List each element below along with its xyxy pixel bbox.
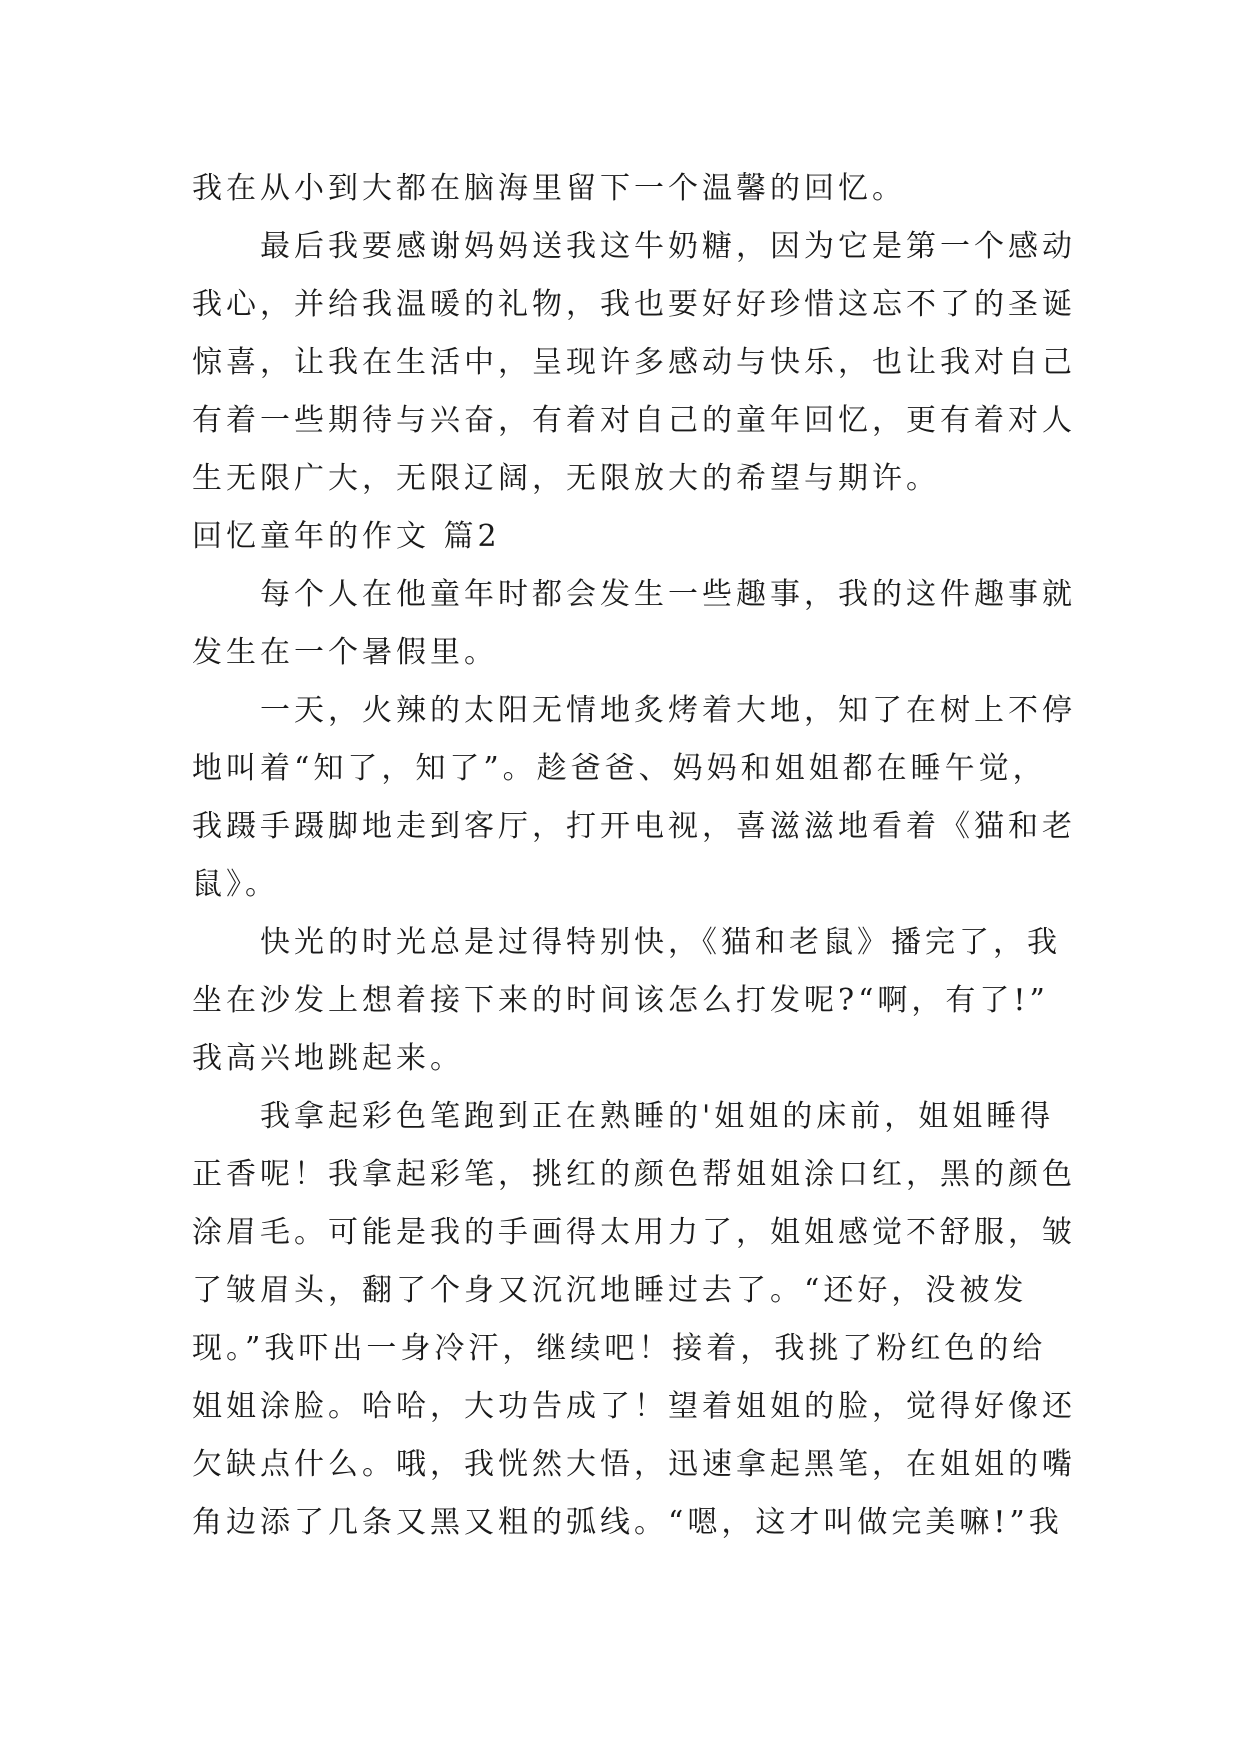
section-heading: 回忆童年的作文 篇2	[192, 519, 501, 554]
text-line: 我在从小到大都在脑海里留下一个温馨的回忆。	[192, 171, 906, 206]
text-line: 每个人在他童年时都会发生一些趣事，我的这件趣事就	[260, 577, 1076, 612]
text-line: 惊喜，让我在生活中，呈现许多感动与快乐，也让我对自己	[192, 345, 1076, 380]
text-line: 发生在一个暑假里。	[192, 635, 498, 670]
text-line: 姐姐涂脸。哈哈，大功告成了！望着姐姐的脸，觉得好像还	[192, 1389, 1076, 1424]
text-line: 一天，火辣的太阳无情地炙烤着大地，知了在树上不停	[260, 693, 1076, 728]
text-line: 地叫着“知了，知了”。趁爸爸、妈妈和姐姐都在睡午觉，	[192, 751, 1047, 786]
text-line: 我高兴地跳起来。	[192, 1041, 464, 1076]
text-line: 正香呢！我拿起彩笔，挑红的颜色帮姐姐涂口红，黑的颜色	[192, 1157, 1076, 1192]
text-line: 鼠》。	[192, 867, 279, 902]
text-line: 现。”我吓出一身冷汗，继续吧！接着，我挑了粉红色的给	[192, 1331, 1047, 1366]
essay-body	[192, 160, 1076, 1552]
text-line: 我拿起彩色笔跑到正在熟睡的'姐姐的床前，姐姐睡得	[260, 1099, 1055, 1134]
text-line: 角边添了几条又黑又粗的弧线。“嗯，这才叫做完美嘛!”我	[192, 1505, 1063, 1540]
text-line: 坐在沙发上想着接下来的时间该怎么打发呢?“啊，有了!”	[192, 983, 1049, 1018]
text-line: 我心，并给我温暖的礼物，我也要好好珍惜这忘不了的圣诞	[192, 287, 1076, 322]
text-line: 涂眉毛。可能是我的手画得太用力了，姐姐感觉不舒服，皱	[192, 1215, 1076, 1250]
text-line: 有着一些期待与兴奋，有着对自己的童年回忆，更有着对人	[192, 403, 1076, 438]
text-line: 生无限广大，无限辽阔，无限放大的希望与期许。	[192, 461, 940, 496]
text-line: 我蹑手蹑脚地走到客厅，打开电视，喜滋滋地看着《猫和老	[192, 809, 1076, 844]
text-line: 最后我要感谢妈妈送我这牛奶糖，因为它是第一个感动	[260, 229, 1076, 264]
text-line: 了皱眉头，翻了个身又沉沉地睡过去了。“还好，没被发	[192, 1273, 1028, 1308]
text-line: 快光的时光总是过得特别快，《猫和老鼠》播完了，我	[260, 925, 1061, 960]
text-line: 欠缺点什么。哦，我恍然大悟，迅速拿起黑笔，在姐姐的嘴	[192, 1447, 1076, 1482]
